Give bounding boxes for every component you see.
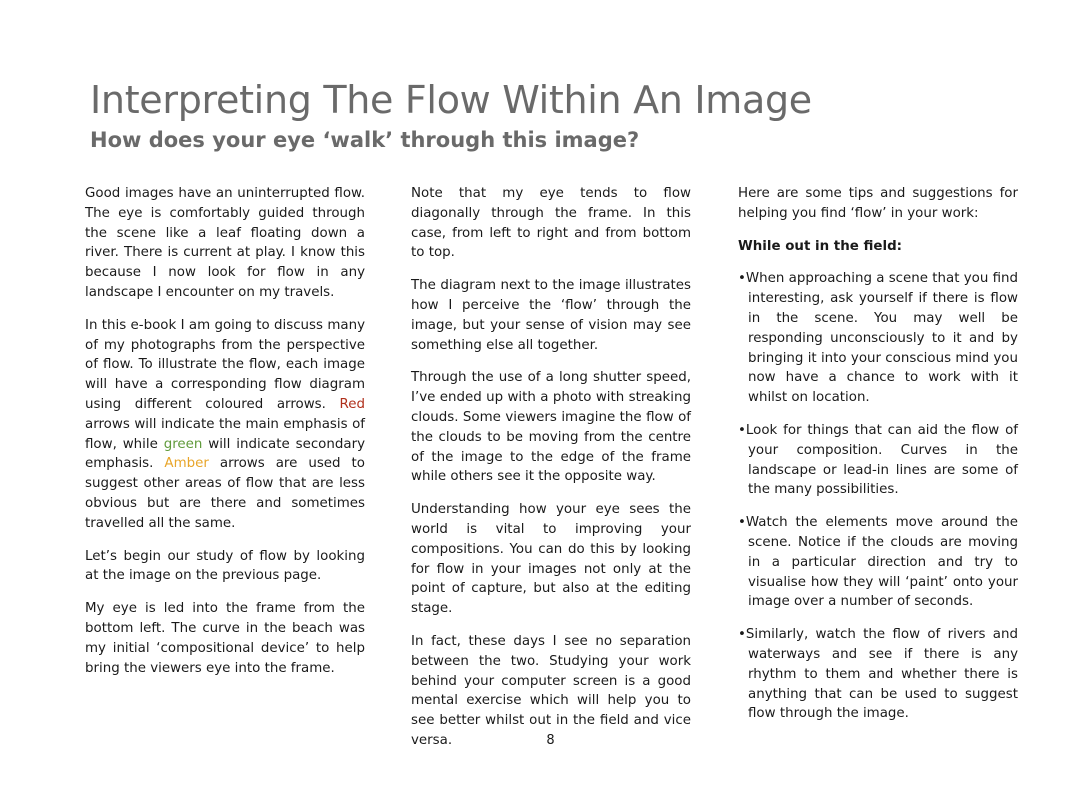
- paragraph: My eye is led into the frame from the bottom left. The curve in the beach was my initial ‘compositional device’ to help bring the viewers eye into the frame.: [85, 601, 365, 676]
- bullet-item: •Look for things that can aid the flow of your composition. Curves in the landscape or lead-in lines are some of the many possibilities.: [738, 422, 1018, 498]
- bullet-item: •Watch the elements move around the scene. Notice if the clouds are moving in a particular direction and try to visualise how they will ‘paint’ onto your image over a number of seconds.: [738, 515, 1018, 610]
- text: In this e-book I am going to discuss many of my photographs from the perspective of flow. To illustrate the flow, each image will have a corresponding flow diagram using different coloured arrows.: [85, 317, 365, 412]
- section-heading: While out in the field:: [738, 238, 903, 254]
- green-word: green: [163, 436, 203, 452]
- paragraph: In fact, these days I see no separation between the two. Studying your work behind your computer screen is a good mental exercise which will help you to see better whilst out in the field and vice versa.: [411, 633, 691, 748]
- text: arrows are used to suggest other areas of flow that are less obvious but are there and sometimes travelled all the same.: [85, 456, 365, 531]
- paragraph-arrows: [85, 316, 365, 534]
- red-word: Red: [339, 396, 365, 412]
- paragraph: Through the use of a long shutter speed, I’ve ended up with a photo with streaking clouds. Some viewers imagine the flow of the clouds to be moving from the centre of the image to the edge of the frame while others see it the opposite way.: [411, 370, 691, 485]
- paragraph: Here are some tips and suggestions for helping you find ‘flow’ in your work:: [738, 186, 1018, 221]
- bullet-item: •Similarly, watch the flow of rivers and waterways and see if there is any rhythm to them and whether there is anything that can be used to suggest flow through the image.: [738, 627, 1018, 722]
- page-number: 8: [546, 733, 555, 748]
- paragraph: The diagram next to the image illustrates how I perceive the ‘flow’ through the image, but your sense of vision may see something else all together.: [411, 278, 691, 353]
- column-3: [738, 184, 1018, 737]
- page-title: Interpreting The Flow Within An Image: [90, 78, 812, 122]
- paragraph: Understanding how your eye sees the world is vital to improving your compositions. You can do this by looking for flow in your images not only at the point of capture, but also at the editing stage.: [411, 502, 691, 617]
- text: will indicate secondary emphasis.: [85, 436, 365, 472]
- bullet-item: •When approaching a scene that you find interesting, ask yourself if there is flow in the scene. You may well be responding unconsciously to it and by bringing it into your conscious mind you now have a chance to work with it whilst on location.: [738, 271, 1018, 406]
- paragraph: Note that my eye tends to flow diagonally through the frame. In this case, from left to right and from bottom to top.: [411, 186, 691, 261]
- page-subtitle: How does your eye ‘walk’ through this image?: [90, 128, 640, 152]
- paragraph: Let’s begin our study of flow by looking at the image on the previous page.: [85, 548, 365, 584]
- text: arrows will indicate the main emphasis of flow, while: [85, 416, 365, 452]
- amber-word: Amber: [164, 456, 209, 472]
- column-1: [85, 184, 365, 691]
- column-2: [411, 184, 691, 764]
- paragraph: Good images have an uninterrupted flow. The eye is comfortably guided through the scene like a leaf floating down a river. There is current at play. I know this because I now look for flow in any landscape I encounter on my travels.: [85, 186, 365, 300]
